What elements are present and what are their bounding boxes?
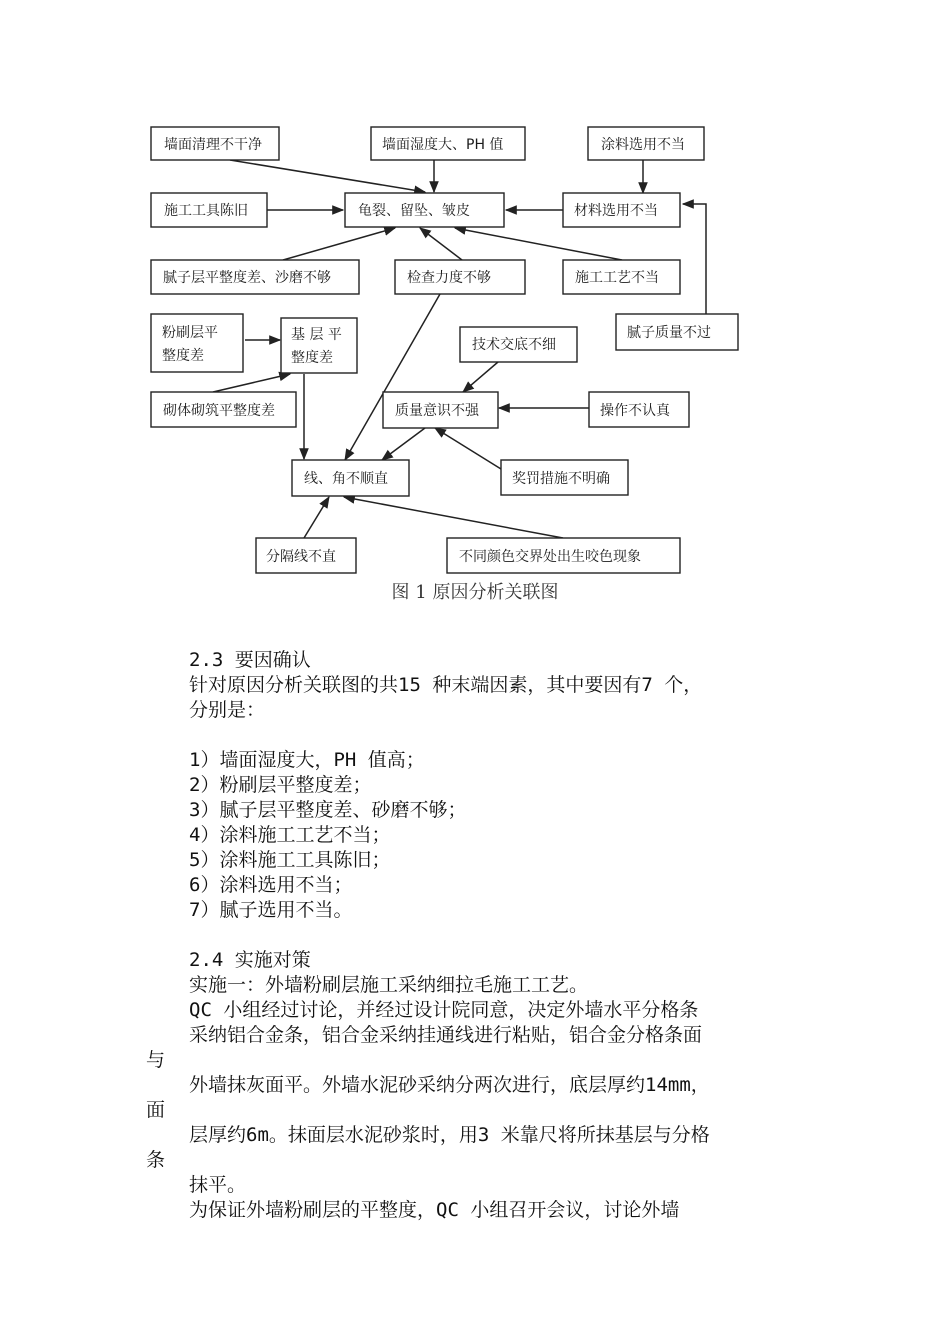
node-label: 不同颜色交界处出生咬色现象 — [459, 549, 641, 565]
list-item: 1）墙面湿度大，PH 值高； — [189, 749, 425, 771]
node-label: 龟裂、留坠、皱皮 — [358, 203, 470, 219]
node-label: 技术交底不细 — [472, 337, 556, 353]
node-masonry-flatness — [151, 392, 296, 427]
list-item: 7）腻子选用不当。 — [189, 899, 353, 921]
node-label: 施工工具陈旧 — [164, 203, 248, 219]
node-label: 腻子质量不过 — [627, 325, 711, 341]
section-2-3-title: 2.3 要因确认 — [189, 649, 311, 671]
node-wall-clean — [151, 127, 279, 160]
node-paint-selection — [588, 127, 704, 160]
cause-analysis-diagram — [0, 0, 950, 600]
node-label-1: 基 层 平 — [291, 327, 342, 343]
node-label: 砌体砌筑平整度差 — [163, 403, 275, 419]
arrow-puttyq-to-material — [683, 204, 706, 314]
node-label: 墙面湿度大、PH 值 — [382, 137, 504, 153]
node-base-flatness — [281, 318, 357, 373]
node-label: 腻子层平整度差、沙磨不够 — [163, 270, 331, 286]
list-item: 4）涂料施工工艺不当； — [189, 824, 391, 846]
paragraph-line: 分别是： — [189, 699, 266, 721]
section-2-4-title: 2.4 实施对策 — [189, 949, 311, 971]
node-tech-briefing — [460, 327, 577, 362]
node-label: 检查力度不够 — [407, 270, 491, 286]
arrow-divider-to-line — [304, 497, 329, 538]
node-label: 操作不认真 — [600, 403, 670, 419]
node-process — [563, 260, 680, 294]
node-cracking — [345, 193, 504, 227]
paragraph-line: 实施一：外墙粉刷层施工采纳细拉毛施工工艺。 — [189, 974, 589, 996]
hanging-char: 面 — [146, 1099, 166, 1121]
node-putty-flatness — [151, 260, 359, 294]
hanging-char: 条 — [146, 1149, 166, 1171]
arrow-quality-to-line — [382, 428, 425, 460]
paragraph-line: 外墙抹灰面平。外墙水泥砂采纳分两次进行，底层厚约14mm， — [189, 1074, 710, 1096]
node-label-2: 整度差 — [291, 350, 333, 366]
list-item: 3）腻子层平整度差、砂磨不够； — [189, 799, 467, 821]
node-divider-line — [256, 538, 356, 573]
list-item: 5）涂料施工工具陈旧； — [189, 849, 391, 871]
node-old-tools — [151, 193, 267, 227]
arrow-reward-to-quality — [435, 428, 501, 469]
arrow-inspect-to-crack — [420, 228, 462, 260]
node-label: 墙面清理不干净 — [164, 137, 262, 153]
node-careless-operation — [589, 392, 689, 427]
node-label: 材料选用不当 — [574, 203, 658, 219]
node-plaster-flatness — [151, 314, 243, 372]
paragraph-line: 采纳铝合金条，铝合金采纳挂通线进行粘贴，铝合金分格条面 — [189, 1024, 703, 1046]
hanging-char: 与 — [146, 1049, 166, 1071]
node-label: 分隔线不直 — [266, 549, 336, 565]
node-label-1: 粉刷层平 — [162, 325, 218, 341]
arrow-color-to-line — [344, 497, 563, 538]
node-wall-humidity — [371, 127, 525, 160]
list-item: 2）粉刷层平整度差； — [189, 774, 372, 796]
node-color-bleed — [447, 538, 680, 573]
figure-caption: 图 1 原因分析关联图 — [391, 582, 559, 603]
arrow-tech-to-quality — [463, 362, 498, 392]
arrow-clean-to-crack — [230, 160, 425, 192]
node-material-selection — [563, 193, 680, 227]
node-label: 施工工艺不当 — [575, 270, 659, 286]
arrow-process-to-crack — [455, 228, 622, 260]
arrow-puttyflat-to-crack — [283, 228, 395, 260]
paragraph-line: 为保证外墙粉刷层的平整度，QC 小组召开会议，讨论外墙 — [189, 1199, 680, 1221]
paragraph-line: 抹平。 — [189, 1174, 247, 1196]
node-label: 涂料选用不当 — [601, 137, 685, 153]
paragraph-line: 针对原因分析关联图的共15 种末端因素，其中要因有7 个， — [189, 674, 703, 696]
node-reward-measures — [501, 460, 628, 495]
arrow-masonry-to-base — [213, 374, 290, 392]
node-inspection — [395, 260, 525, 294]
list-item: 6）涂料选用不当； — [189, 874, 353, 896]
node-quality-awareness — [383, 392, 498, 428]
node-putty-quality — [616, 314, 738, 350]
node-line-angle — [292, 460, 409, 496]
paragraph-line: 层厚约6m。抹面层水泥砂浆时，用3 米靠尺将所抹基层与分格 — [189, 1124, 710, 1146]
node-label: 质量意识不强 — [395, 403, 479, 419]
arrow-inspect-to-line — [345, 294, 440, 460]
node-label: 奖罚措施不明确 — [512, 471, 610, 487]
node-label-2: 整度差 — [162, 348, 204, 364]
node-label: 线、角不顺直 — [304, 471, 388, 487]
paragraph-line: QC 小组经过讨论，并经过设计院同意，决定外墙水平分格条 — [189, 999, 699, 1021]
